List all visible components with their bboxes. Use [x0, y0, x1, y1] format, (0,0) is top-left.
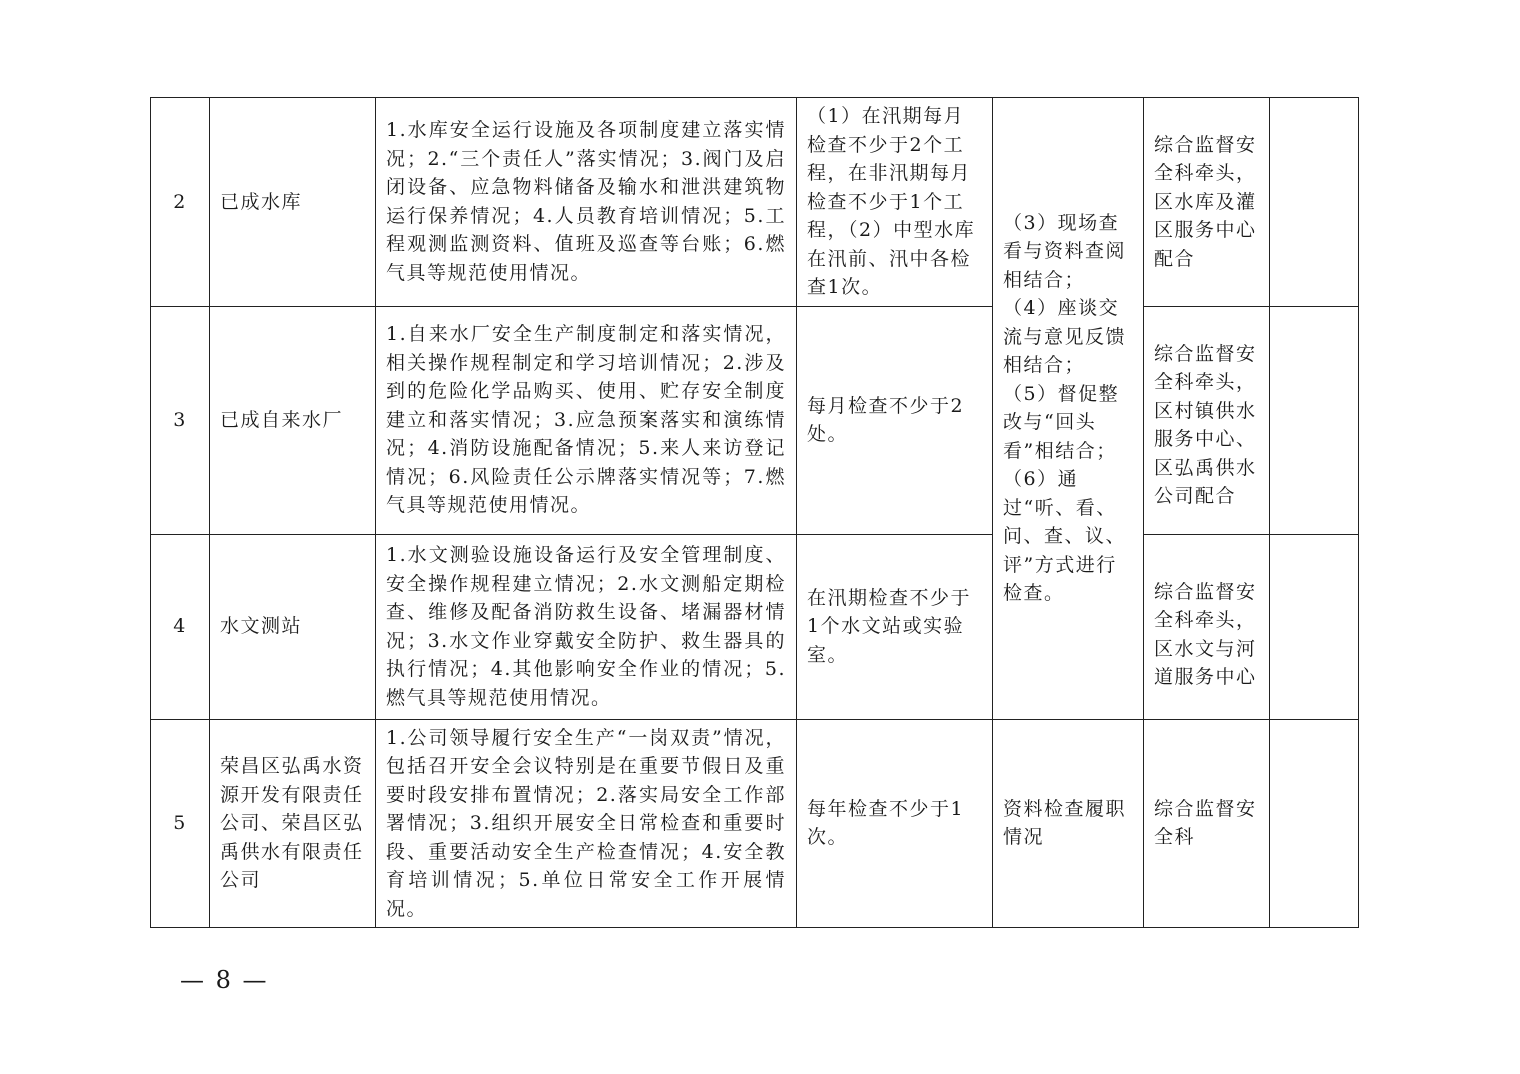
inspection-object: 已成水库: [210, 98, 376, 307]
row-number: 2: [151, 98, 210, 307]
row-number: 4: [151, 534, 210, 719]
inspection-object: 已成自来水厂: [210, 306, 376, 534]
table-row: [151, 98, 1359, 307]
inspection-content: 1.自来水厂安全生产制度制定和落实情况，相关操作规程制定和学习培训情况；2.涉及到的危险化学品购买、使用、贮存安全制度建立和落实情况；3.应急预案落实和演练情况；4.消防设施配备情况；5.来人来访登记情况；6.风险责任公示牌落实情况等；7.燃气具等规范使用情况。: [376, 306, 797, 534]
row-number: 3: [151, 306, 210, 534]
inspection-content: 1.水文测验设施设备运行及安全管理制度、安全操作规程建立情况；2.水文测船定期检查、维修及配备消防救生设备、堵漏器材情况；3.水文作业穿戴安全防护、救生器具的执行情况；4.其他影响安全作业的情况；5.燃气具等规范使用情况。: [376, 534, 797, 719]
responsible-dept: 综合监督安全科牵头，区水库及灌区服务中心配合: [1144, 98, 1270, 307]
page-number: — 8 —: [180, 966, 269, 994]
responsible-dept: 综合监督安全科牵头，区水文与河道服务中心: [1144, 534, 1270, 719]
responsible-dept: 综合监督安全科牵头，区村镇供水服务中心、区弘禹供水公司配合: [1144, 306, 1270, 534]
inspection-method: 资料检查履职情况: [993, 719, 1144, 928]
inspection-object: 荣昌区弘禹水资源开发有限责任公司、荣昌区弘禹供水有限责任公司: [210, 719, 376, 928]
table-row: [151, 534, 1359, 719]
responsible-dept: 综合监督安全科: [1144, 719, 1270, 928]
inspection-frequency: 在汛期检查不少于1个水文站或实验室。: [797, 534, 993, 719]
remarks-cell: [1270, 98, 1359, 307]
remarks-cell: [1270, 719, 1359, 928]
table-row: [151, 306, 1359, 534]
inspection-content: 1.水库安全运行设施及各项制度建立落实情况；2.“三个责任人”落实情况；3.阀门及启闭设备、应急物料储备及输水和泄洪建筑物运行保养情况；4.人员教育培训情况；5.工程观测监测资料、值班及巡查等台账；6.燃气具等规范使用情况。: [376, 98, 797, 307]
row-number: 5: [151, 719, 210, 928]
inspection-frequency: 每月检查不少于2处。: [797, 306, 993, 534]
remarks-cell: [1270, 306, 1359, 534]
inspection-frequency: 每年检查不少于1次。: [797, 719, 993, 928]
inspection-method: （3）现场查看与资料查阅相结合； （4）座谈交流与意见反馈相结合； （5）督促整改与“回头看”相结合；（6）通过“听、看、问、查、议、评”方式进行检查。: [993, 98, 1144, 720]
inspection-table: [150, 97, 1359, 928]
inspection-content: 1.公司领导履行安全生产“一岗双责”情况，包括召开安全会议特别是在重要节假日及重要时段安排布置情况；2.落实局安全工作部署情况；3.组织开展安全日常检查和重要时段、重要活动安全生产检查情况；4.安全教育培训情况；5.单位日常安全工作开展情况。: [376, 719, 797, 928]
remarks-cell: [1270, 534, 1359, 719]
inspection-object: 水文测站: [210, 534, 376, 719]
inspection-frequency: （1）在汛期每月检查不少于2个工程，在非汛期每月检查不少于1个工程，（2）中型水库在汛前、汛中各检查1次。: [797, 98, 993, 307]
table-row: [151, 719, 1359, 928]
